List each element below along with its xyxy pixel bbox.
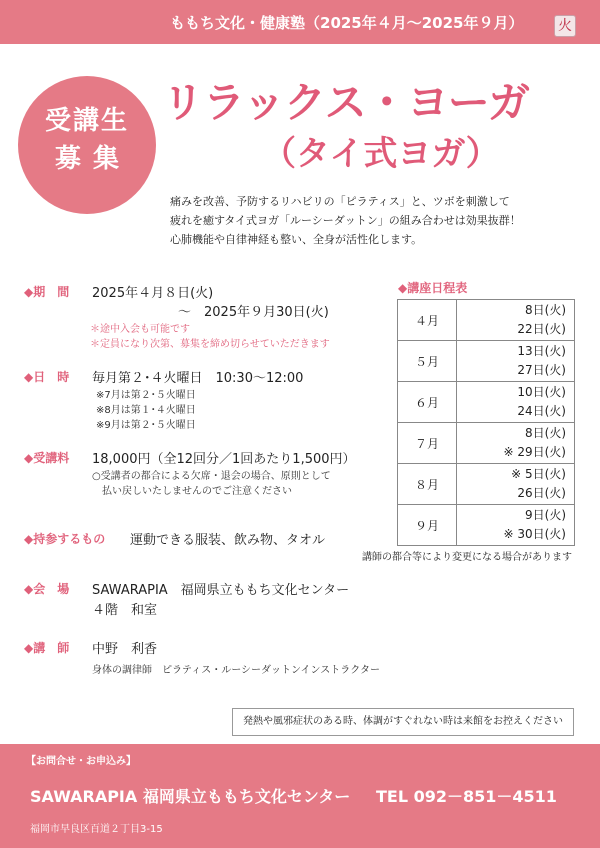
health-notice: 発熱や風邪症状のある時、体調がすぐれない時は来館をお控えください — [232, 708, 574, 736]
schedule-row — [398, 382, 575, 423]
datetime-label: ◆日 時 — [24, 370, 70, 384]
datetime-value: 毎月第２･４火曜日 10:30～12:00 — [92, 371, 304, 386]
schedule-month: ７月 — [398, 423, 457, 464]
schedule-date: 26日(火) — [517, 486, 566, 500]
fee-note: ○受講者の都合による欠席・退会の場合、原則として — [92, 471, 331, 482]
venue-line2: ４階 和室 — [92, 603, 158, 618]
schedule-date: 22日(火) — [517, 322, 566, 336]
fee-note: 払い戻しいたしませんのでご注意ください — [102, 486, 292, 497]
bring-value: 運動できる服装、飲み物、タオル — [130, 533, 326, 548]
venue-line1: SAWARAPIA 福岡県立ももち文化センター — [92, 583, 350, 598]
schedule-date: 13日(火) — [517, 344, 566, 358]
footer — [0, 744, 600, 848]
page-subtitle: （タイ式ヨガ） — [262, 134, 500, 174]
page-title: リラックス・ヨーガ — [162, 78, 529, 127]
schedule-dates — [457, 464, 575, 505]
period-end: ～ 2025年９月30日(火) — [178, 305, 329, 320]
footer-org: SAWARAPIA 福岡県立ももち文化センター — [30, 787, 351, 806]
schedule-date: 8日(火) — [525, 426, 566, 440]
schedule-date: 9日(火) — [525, 508, 566, 522]
schedule-dates — [457, 505, 575, 546]
schedule-dates — [457, 382, 575, 423]
schedule-month: ４月 — [398, 300, 457, 341]
badge-line1: 受講生 — [44, 106, 129, 136]
schedule-date: 27日(火) — [517, 363, 566, 377]
period-start: 2025年４月８日(火) — [92, 286, 214, 301]
schedule-dates — [457, 341, 575, 382]
instructor-label: ◆講 師 — [24, 641, 70, 655]
schedule-row — [398, 505, 575, 546]
header-bar — [0, 0, 600, 44]
datetime-note: ※7月は第２･５火曜日 — [96, 390, 196, 401]
fire-seal-icon: 火 — [554, 15, 576, 37]
instructor-name: 中野 利香 — [92, 642, 158, 657]
schedule-date: 8日(火) — [525, 303, 566, 317]
header-title: ももち文化・健康塾（2025年４月～2025年９月） — [170, 14, 524, 32]
schedule-month: ９月 — [398, 505, 457, 546]
schedule-note: 講師の都合等により変更になる場合があります — [362, 552, 572, 563]
schedule-month: ５月 — [398, 341, 457, 382]
description — [170, 192, 521, 249]
schedule-date: 10日(火) — [517, 385, 566, 399]
schedule-date: ※ 5日(火) — [511, 467, 566, 481]
datetime-note: ※9月は第２･５火曜日 — [96, 420, 196, 431]
fee-label: ◆受講料 — [24, 451, 70, 465]
schedule-date: ※ 30日(火) — [503, 527, 566, 541]
fee-value: 18,000円（全12回分／1回あたり1,500円） — [92, 452, 356, 467]
period-note: ＊途中入会も可能です — [90, 324, 190, 335]
schedule-month: ６月 — [398, 382, 457, 423]
period-note: ＊定員になり次第、募集を締め切らせていただきます — [90, 339, 330, 350]
description-line: 痛みを改善、予防するリハビリの「ピラティス」と、ツボを刺激して — [170, 195, 510, 208]
description-line: 疲れを癒すタイ式ヨガ「ルーシーダットン」の組み合わせは効果抜群！ — [170, 214, 521, 227]
schedule-row — [398, 341, 575, 382]
footer-contact-label: 【お問合せ・お申込み】 — [26, 756, 136, 767]
schedule-dates — [457, 423, 575, 464]
schedule-date: ※ 29日(火) — [503, 445, 566, 459]
schedule-row — [398, 464, 575, 505]
schedule-table — [397, 299, 575, 546]
period-label: ◆期 間 — [24, 285, 70, 299]
schedule-date: 24日(火) — [517, 404, 566, 418]
instructor-profile: 身体の調律師 ピラティス・ルーシーダットンインストラクター — [92, 665, 380, 676]
footer-address: 福岡市早良区百道２丁目3-15 — [30, 824, 163, 835]
schedule-month: ８月 — [398, 464, 457, 505]
venue-label: ◆会 場 — [24, 582, 70, 596]
bring-label: ◆持参するもの — [24, 532, 106, 546]
badge-line2: 募集 — [54, 144, 131, 174]
schedule-row — [398, 300, 575, 341]
footer-tel: TEL 092－851－4511 — [376, 787, 557, 806]
datetime-note: ※8月は第１･４火曜日 — [96, 405, 196, 416]
schedule-title: ◆講座日程表 — [398, 281, 468, 295]
description-line: 心肺機能や自律神経も整い、全身が活性化します。 — [170, 233, 423, 246]
schedule-dates — [457, 300, 575, 341]
recruitment-badge — [18, 76, 156, 214]
schedule-row — [398, 423, 575, 464]
